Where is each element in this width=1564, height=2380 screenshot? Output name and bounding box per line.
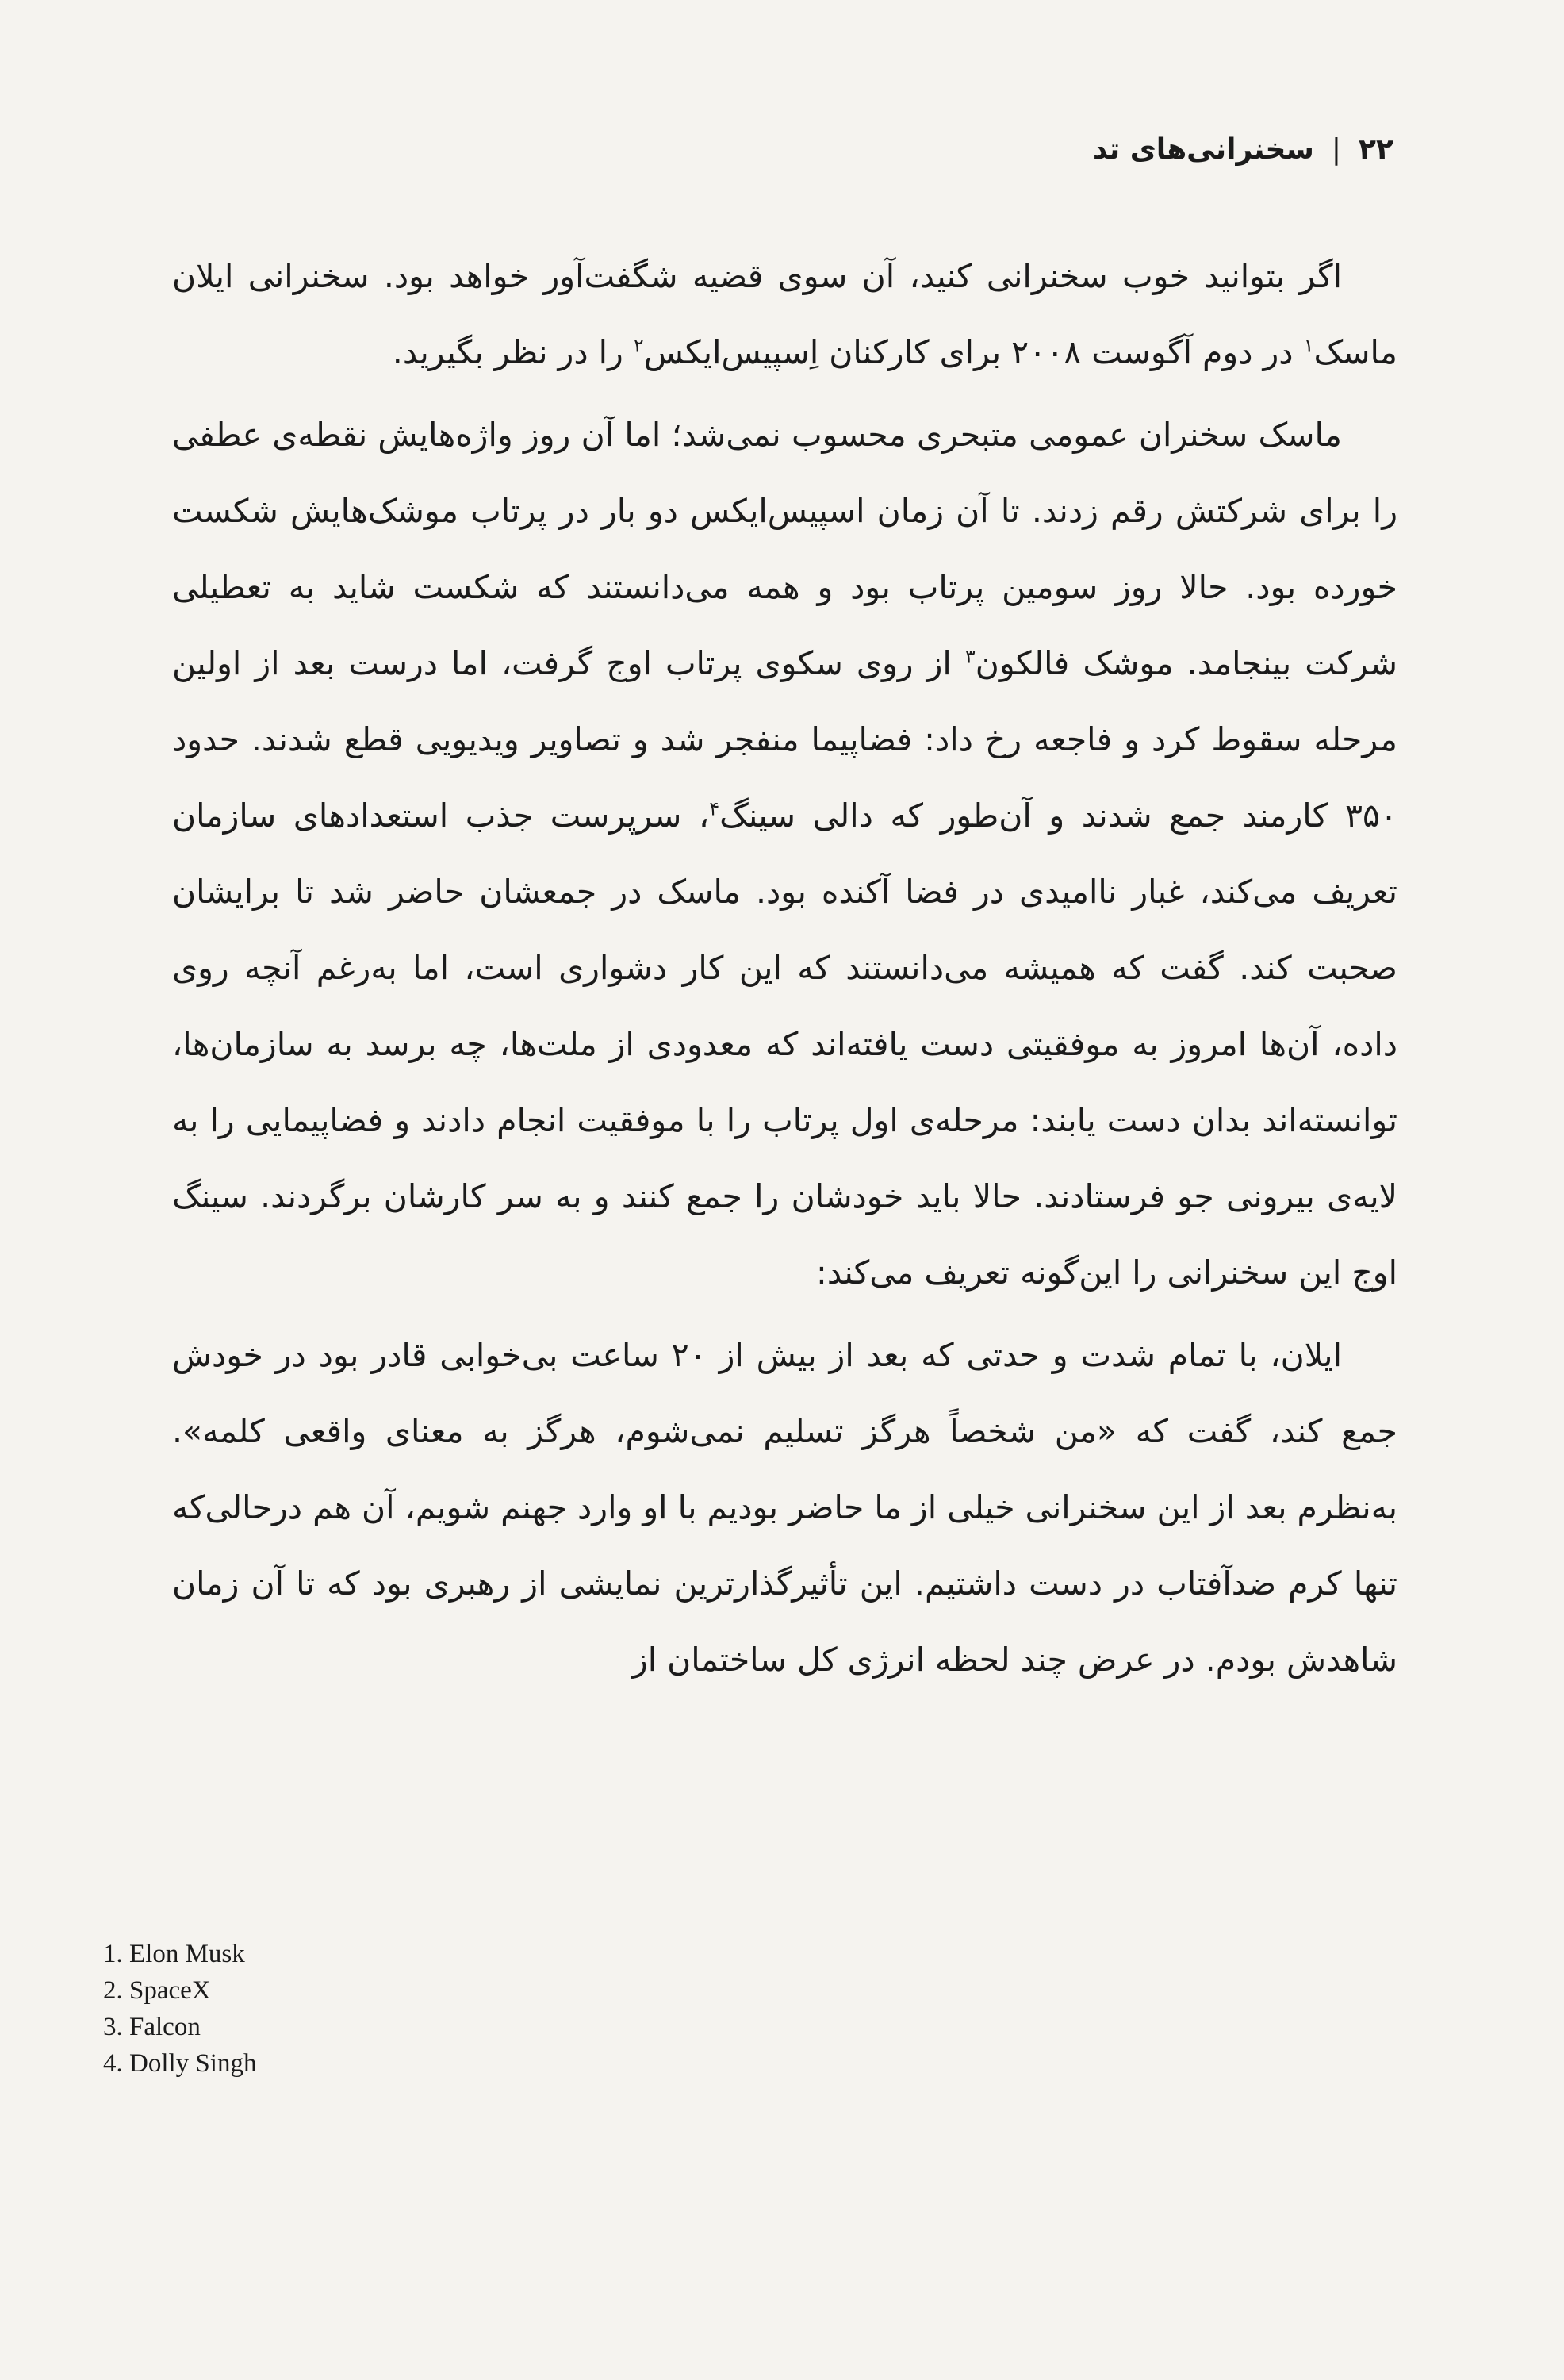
footnote-ref-3: ۳ <box>964 645 976 668</box>
footnote-3: 3. Falcon <box>103 2013 201 2041</box>
paragraph-1-text-b: در دوم آگوست ۲۰۰۸ برای کارکنان اِسپیس‌ایکس <box>643 333 1304 371</box>
footnote-ref-4: ۴ <box>709 797 720 820</box>
footnotes <box>103 1936 256 2082</box>
paragraph-2-text-c: ، سرپرست جذب استعدادهای سازمان تعریف می‌کند، غبار ناامیدی در فضا آکنده بود. ماسک در جمعشان حاضر شد تا برایشان صحبت کند. گفت که همیشه می‌دانستند که این کار دشواری است، اما به‌رغم آنچه روی داده، آن‌ها امروز به موفقیتی دست یافته‌اند که معدودی از ملت‌ها، چه برسد به سازمان‌ها، توانسته‌اند بدان دست یابند: مرحله‌ی اول پرتاب را با موفقیت انجام دادند و فضاپیمایی را به لایه‌ی بیرونی جو فرستادند. حالا باید خودشان را جمع کنند و به سر کارشان برگردند. سینگ اوج این سخنرانی را این‌گونه تعریف می‌کند: <box>172 797 1397 1292</box>
footnote-2: 2. SpaceX <box>103 1976 211 2005</box>
footnote-4: 4. Dolly Singh <box>103 2049 257 2078</box>
page-number: ۲۲ <box>1359 133 1393 166</box>
paragraph-2-text-a: ماسک سخنران عمومی متبحری محسوب نمی‌شد؛ اما آن روز واژه‌هایش نقطه‌ی عطفی را برای شرکتش رقم زدند. تا آن زمان اسپیس‌ایکس دو بار در پرتاب موشک‌هایش شکست خورده بود. حالا روز سومین پرتاب بود و همه می‌دانستند که شکست شاید به تعطیلی شرکت بینجامد. موشک فالکون <box>172 416 1398 682</box>
paragraph-3 <box>172 1317 1397 1698</box>
paragraph-1-text-a: اگر بتوانید خوب سخنرانی کنید، آن سوی قضیه شگفت‌آور خواهد بود. سخنرانی ایلان ماسک <box>172 257 1397 371</box>
footnote-ref-1: ۱ <box>1303 334 1314 357</box>
paragraph-3-text-a: ایلان، با تمام شدت و حدتی که بعد از بیش از ۲۰ ساعت بی‌خوابی قادر بود در خودش جمع کند، گفت که «من شخصاً هرگز تسلیم نمی‌شوم، هرگز به معنای واقعی کلمه». به‌نظرم بعد از این سخنرانی خیلی از ما حاضر بودیم با او وارد جهنم شویم، آن هم درحالی‌که تنها کرم ضدآفتاب در دست داشتیم. این تأثیرگذارترین نمایشی از رهبری بود که تا آن زمان شاهدش بودم. در عرض چند لحظه انرژی کل ساختمان از <box>172 1336 1397 1679</box>
header-divider: | <box>1331 133 1342 166</box>
paragraph-2-text-b: از روی سکوی پرتاب اوج گرفت، اما درست بعد از اولین مرحله سقوط کرد و فاجعه رخ داد: فضاپیما منفجر شد و تصاویر ویدیویی قطع شدند. حدود ۳۵۰ کارمند جمع شدند و آن‌طور که دالی سینگ <box>172 644 1398 835</box>
book-title: سخنرانی‌های تد <box>1092 133 1314 166</box>
footnote-ref-2: ۲ <box>633 334 644 357</box>
body-text <box>172 238 1397 1698</box>
paragraph-1 <box>172 238 1397 390</box>
paragraph-1-text-c: را در نظر بگیرید. <box>392 333 634 371</box>
paragraph-2 <box>172 397 1397 1311</box>
running-head <box>1093 133 1393 166</box>
footnote-1: 1. Elon Musk <box>103 1940 245 1968</box>
